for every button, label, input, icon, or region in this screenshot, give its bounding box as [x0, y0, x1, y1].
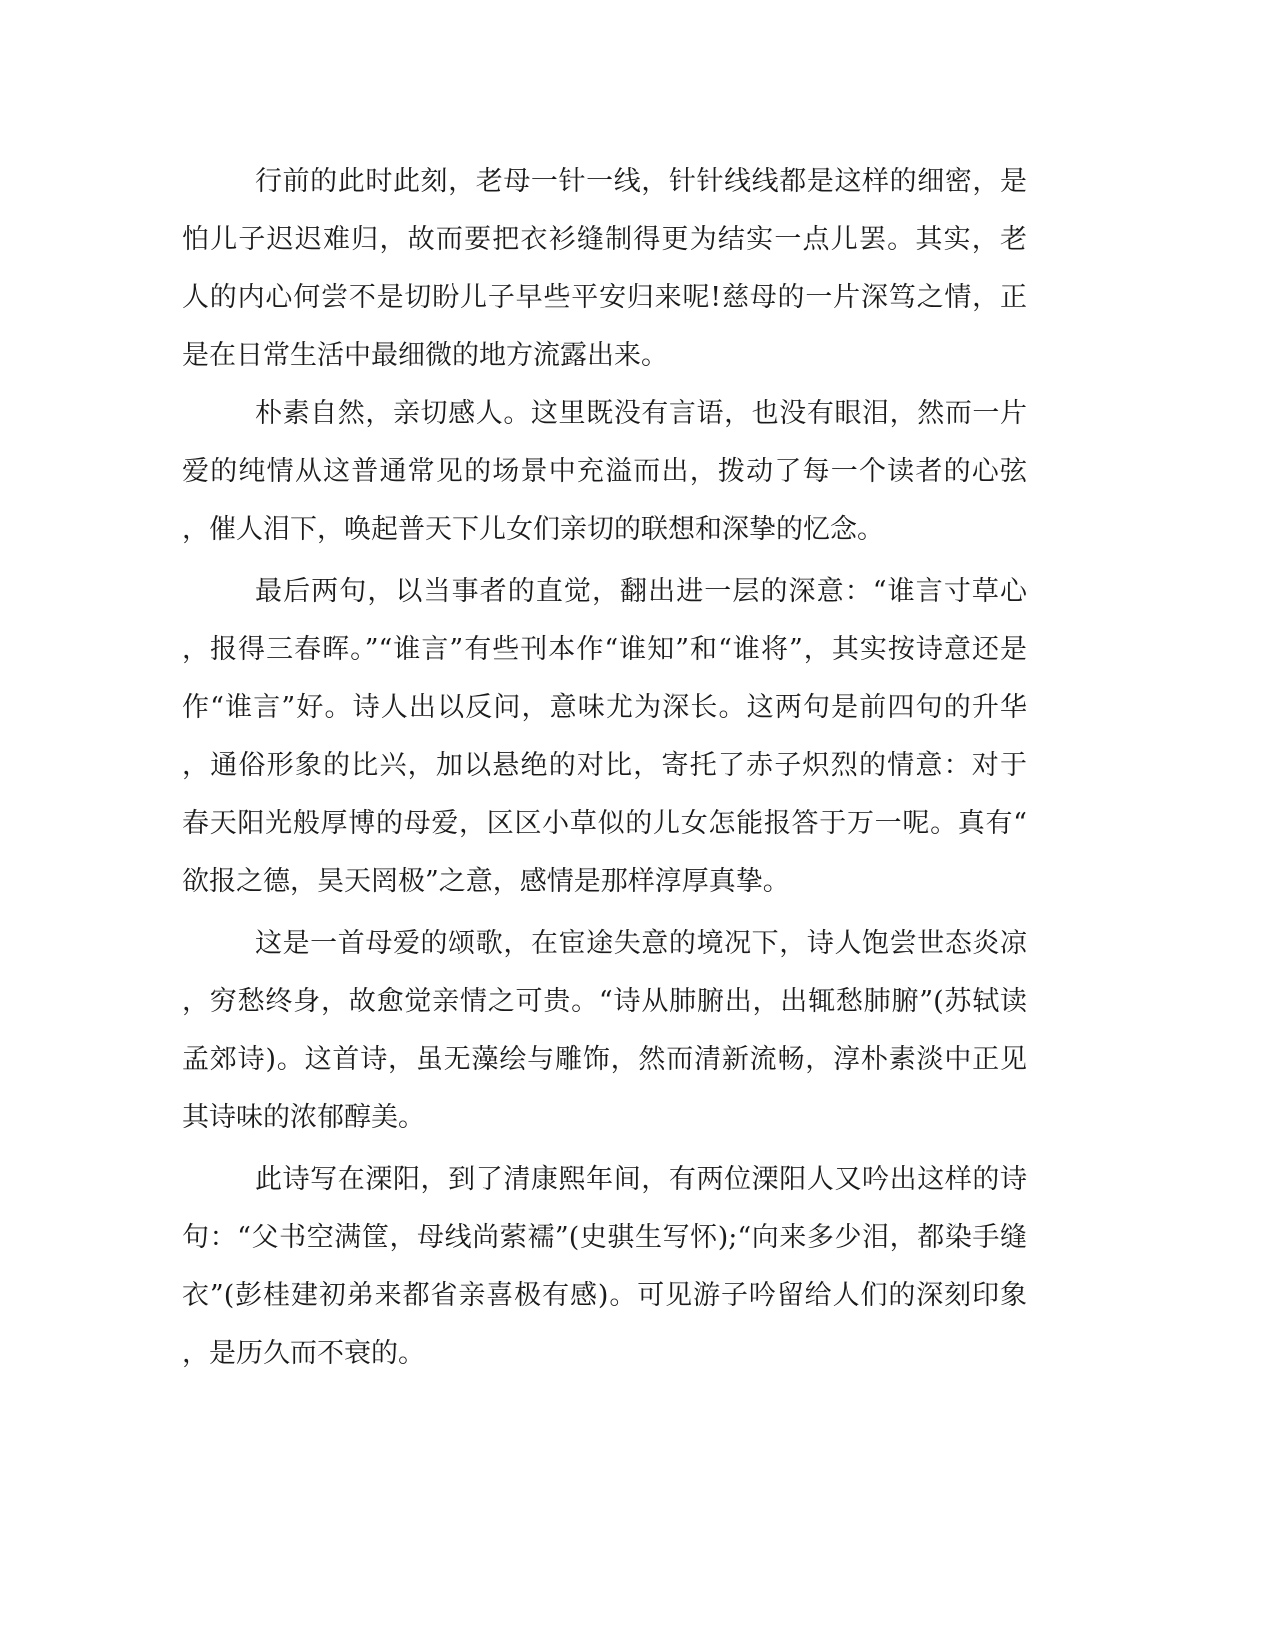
- paragraph-1-line-3: 人的内心何尝不是切盼儿子早些平安归来呢!慈母的一片深笃之情，正: [182, 282, 1027, 313]
- paragraph-1-line-1: 行前的此时此刻，老母一针一线，针针线线都是这样的细密，是: [255, 166, 1027, 197]
- paragraph-2-line-1: 朴素自然，亲切感人。这里既没有言语，也没有眼泪，然而一片: [255, 398, 1027, 429]
- paragraph-3-line-6: 欲报之德，昊天罔极”之意，感情是那样淳厚真挚。: [182, 866, 790, 897]
- paragraph-4-line-2: ，穷愁终身，故愈觉亲情之可贵。“诗从肺腑出，出辄愁肺腑”(苏轼读: [182, 986, 1027, 1017]
- paragraph-3-line-1: 最后两句，以当事者的直觉，翻出进一层的深意：“谁言寸草心: [255, 576, 1027, 607]
- paragraph-5-line-3: 衣”(彭桂建初弟来都省亲喜极有感)。可见游子吟留给人们的深刻印象: [182, 1280, 1027, 1311]
- paragraph-1-line-4: 是在日常生活中最细微的地方流露出来。: [182, 340, 668, 371]
- paragraph-3-line-4: ，通俗形象的比兴，加以悬绝的对比，寄托了赤子炽烈的情意：对于: [182, 750, 1027, 781]
- paragraph-2-line-2: 爱的纯情从这普通常见的场景中充溢而出，拨动了每一个读者的心弦: [182, 456, 1027, 487]
- paragraph-4-line-3: 孟郊诗)。这首诗，虽无藻绘与雕饰，然而清新流畅，淳朴素淡中正见: [182, 1044, 1027, 1075]
- paragraph-5-line-1: 此诗写在溧阳，到了清康熙年间，有两位溧阳人又吟出这样的诗: [255, 1164, 1027, 1195]
- paragraph-3-line-5: 春天阳光般厚博的母爱，区区小草似的儿女怎能报答于万一呢。真有“: [182, 808, 1027, 839]
- paragraph-5-line-2: 句：“父书空满筐，母线尚萦襦”(史骐生写怀);“向来多少泪，都染手缝: [182, 1222, 1027, 1253]
- paragraph-1-line-2: 怕儿子迟迟难归，故而要把衣衫缝制得更为结实一点儿罢。其实，老: [182, 224, 1027, 255]
- paragraph-3-line-2: ，报得三春晖。”“谁言”有些刊本作“谁知”和“谁将”，其实按诗意还是: [182, 634, 1027, 665]
- paragraph-3-line-3: 作“谁言”好。诗人出以反问，意味尤为深长。这两句是前四句的升华: [182, 692, 1027, 723]
- paragraph-4-line-1: 这是一首母爱的颂歌，在宦途失意的境况下，诗人饱尝世态炎凉: [255, 928, 1027, 959]
- paragraph-2-line-3: ，催人泪下，唤起普天下儿女们亲切的联想和深挚的忆念。: [182, 514, 884, 545]
- paragraph-4-line-4: 其诗味的浓郁醇美。: [182, 1102, 425, 1133]
- paragraph-5-line-4: ，是历久而不衰的。: [182, 1338, 425, 1369]
